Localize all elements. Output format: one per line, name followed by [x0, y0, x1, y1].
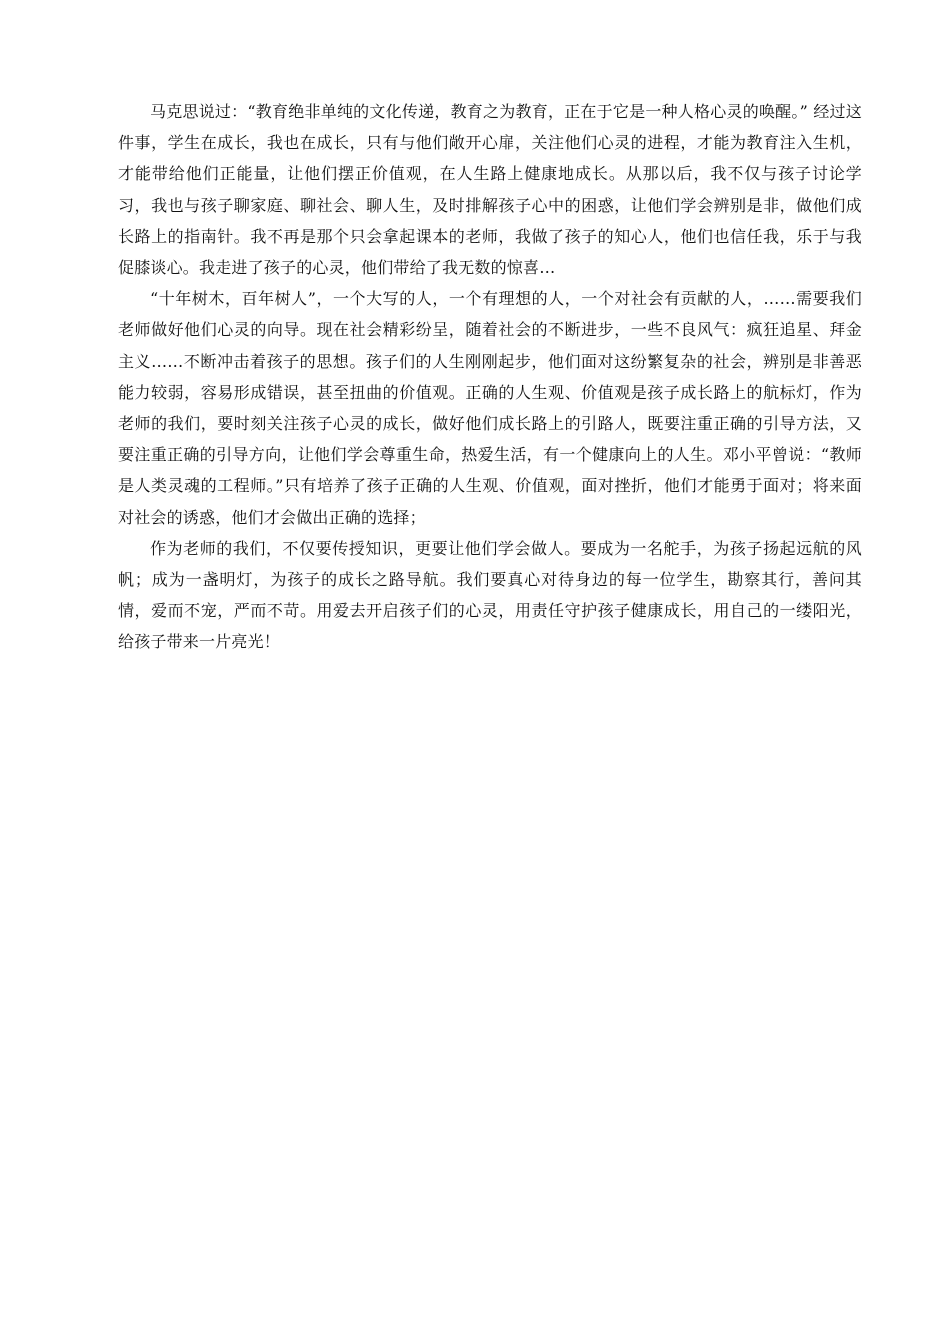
paragraph-2: “十年树木，百年树人”，一个大写的人，一个有理想的人，一个对社会有贡献的人，……需要我们老师做好他们心灵的向导。现在社会精彩纷呈，随着社会的不断进步，一些不良风气：疯狂追星、拜金主义……不断冲击着孩子的思想。孩子们的人生刚刚起步，他们面对这纷繁复杂的社会，辨别是非善恶能力较弱，容易形成错误，甚至扭曲的价值观。正确的人生观、价值观是孩子成长路上的航标灯，作为老师的我们，要时刻关注孩子心灵的成长，做好他们成长路上的引路人，既要注重正确的引导方法，又要注重正确的引导方向，让他们学会尊重生命，热爱生活，有一个健康向上的人生。邓小平曾说：“教师是人类灵魂的工程师。”只有培养了孩子正确的人生观、价值观，面对挫折，他们才能勇于面对；将来面对社会的诱惑，他们才会做出正确的选择； [118, 289, 862, 527]
paragraph-3: 作为老师的我们，不仅要传授知识，更要让他们学会做人。要成为一名舵手，为孩子扬起远航的风帆；成为一盏明灯，为孩子的成长之路导航。我们要真心对待身边的每一位学生，勘察其行，善问其情，爱而不宠，严而不苛。用爱去开启孩子们的心灵，用责任守护孩子健康成长，用自己的一缕阳光，给孩子带来一片亮光！ [118, 538, 862, 652]
paragraph-1: 马克思说过：“教育绝非单纯的文化传递，教育之为教育，正在于它是一种人格心灵的唤醒。” 经过这件事，学生在成长，我也在成长，只有与他们敞开心扉，关注他们心灵的进程，才能为教育注入生机，才能带给他们正能量，让他们摆正价值观，在人生路上健康地成长。从那以后，我不仅与孩子讨论学习，我也与孩子聊家庭、聊社会、聊人生，及时排解孩子心中的困惑，让他们学会辨别是非，做他们成长路上的指南针。我不再是那个只会拿起课本的老师，我做了孩子的知心人，他们也信任我，乐于与我促膝谈心。我走进了孩子的心灵，他们带给了我无数的惊喜… [118, 102, 862, 278]
document-body [118, 96, 862, 658]
